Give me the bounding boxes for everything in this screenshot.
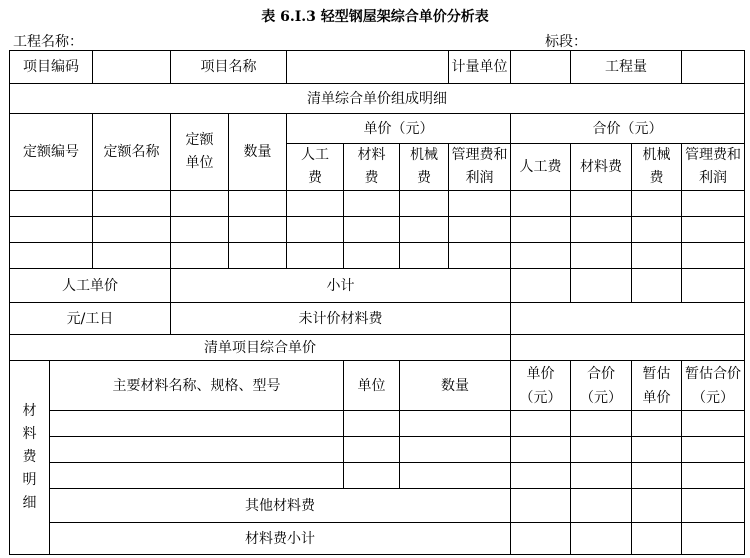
machine-header: 机械费 (400, 144, 449, 191)
quota-name-header: 定额名称 (93, 114, 171, 191)
composition-title: 清单综合单价组成明细 (10, 84, 745, 114)
subtotal-label: 小计 (171, 269, 511, 303)
main-material-header: 主要材料名称、规格、型号 (50, 361, 344, 411)
quantity-label: 工程量 (571, 51, 682, 84)
labor-total-header: 人工费 (511, 144, 571, 191)
other-material-label: 其他材料费 (50, 489, 511, 523)
material-unit-price-header: 单价（元） (511, 361, 571, 411)
quota-unit-header: 定额单位 (171, 114, 229, 191)
material-subtotal-label: 材料费小计 (50, 523, 511, 555)
unit-price-analysis-table (9, 50, 745, 555)
mgmt-header: 管理费和利润 (449, 144, 511, 191)
mgmt-total-header: 管理费和利润 (682, 144, 745, 191)
unit-price-header: 单价（元） (287, 114, 511, 144)
quota-code-header: 定额编号 (10, 114, 93, 191)
item-name-label: 项目名称 (171, 51, 287, 84)
table-row (10, 437, 745, 463)
quantity-value (682, 51, 745, 84)
unit-value (511, 51, 571, 84)
unit-label: 计量单位 (449, 51, 511, 84)
section-label: 标段： (545, 34, 587, 50)
labor-header: 人工费 (287, 144, 344, 191)
material-header: 材料费 (344, 144, 400, 191)
table-row (10, 191, 745, 217)
yuan-per-day-label: 元/工日 (10, 303, 171, 335)
material-detail-side-label: 材料费明细 (10, 361, 50, 555)
table-title: 表 6.Ⅰ.3 轻型钢屋架综合单价分析表 (261, 9, 489, 25)
item-comp-price-label: 清单项目综合单价 (10, 335, 511, 361)
labor-unit-price-label: 人工单价 (10, 269, 171, 303)
item-name-value (287, 51, 449, 84)
material-amount-header: 数量 (400, 361, 511, 411)
material-total-price-header: 合价（元） (571, 361, 632, 411)
total-price-header: 合价（元） (511, 114, 745, 144)
unpriced-material-label: 未计价材料费 (171, 303, 511, 335)
est-unit-price-header: 暂估单价 (632, 361, 682, 411)
project-name-label: 工程名称： (13, 34, 83, 50)
material-unit-header: 单位 (344, 361, 400, 411)
table-row (10, 243, 745, 269)
table-row (10, 463, 745, 489)
table-row (10, 411, 745, 437)
est-total-price-header: 暂估合价（元） (682, 361, 745, 411)
item-code-label: 项目编码 (10, 51, 93, 84)
table-row (10, 217, 745, 243)
item-code-value (93, 51, 171, 84)
amount-header: 数量 (229, 114, 287, 191)
machine-total-header: 机械费 (632, 144, 682, 191)
material-total-header: 材料费 (571, 144, 632, 191)
